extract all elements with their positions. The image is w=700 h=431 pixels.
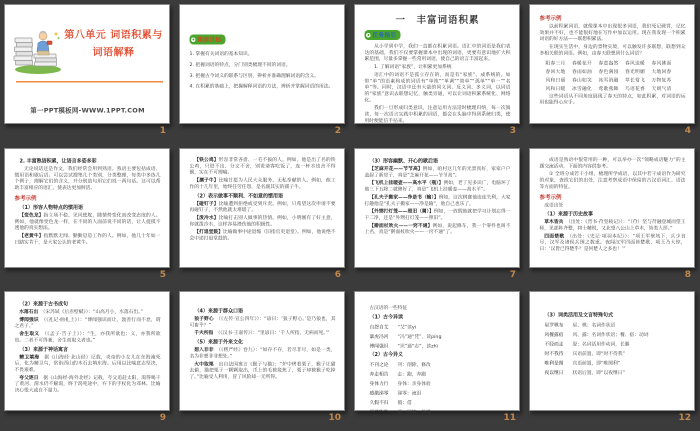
- term-name: 【孔夫子搬家——净是书（输）】: [369, 194, 439, 200]
- word-item: 春暖花开: [572, 60, 593, 66]
- word-grid-row: [546, 84, 686, 91]
- pair-definition: 走：跑，奔跑: [397, 371, 427, 378]
- term-name: 夸父逐日: [19, 375, 44, 381]
- pair-row: [370, 333, 511, 340]
- term-entry: 【打退堂鼓】比喻做事中途退缩（旧指官吏退堂）。例如，他说绝不会中途打退堂鼓的。: [189, 228, 336, 241]
- badge-circle-icon: [366, 33, 371, 38]
- cover-title: [64, 26, 163, 61]
- term-name: 【碰钉子】: [194, 200, 219, 206]
- pair-term: 暴虎冯河: [369, 334, 389, 340]
- term-name: 狼子野心: [194, 316, 219, 322]
- term-entry: 【飞机上挂暖壶——高水平（瓶）】例如，老丁见多识广，电脑坏了他三下五除二就修好了，真是“飞机上挂暖壶——高水平”。: [364, 179, 511, 192]
- pair-definition: 胫：名词活用作动词，长腿: [572, 341, 630, 348]
- word-item: 春雨如油: [572, 68, 593, 75]
- page-number-10: 10: [328, 413, 341, 424]
- slide-content-10: [180, 292, 345, 411]
- word-item: 天朗气清: [651, 85, 672, 92]
- red-heading: 参考示例: [539, 193, 562, 200]
- pair-row: [370, 389, 511, 396]
- pair-term: 感激涕零: [369, 390, 389, 397]
- pair-definition: 宾语前置，即“唯图利”: [572, 360, 621, 367]
- badge-row: [190, 34, 336, 47]
- pair-row: [545, 321, 686, 328]
- term-name: 【老黄牛】: [19, 232, 44, 239]
- paragraph: 以前积累词语，就像课本中出现很多词语，我们死记硬背，记忆效果并不好，也不能很好地在写作中加以运用。现在我发现一个积累词语的好方法——联想积累法。: [539, 23, 686, 42]
- word-item: 草长莺飞: [625, 77, 646, 83]
- pair-row: [370, 399, 511, 406]
- cover-title-line: 词语解释: [92, 46, 135, 58]
- term-name: 【泼冷水】: [194, 214, 219, 221]
- pair-row: [370, 323, 511, 330]
- badge-label: 任务指引: [372, 32, 397, 39]
- word-grid-row: [546, 67, 686, 74]
- slide-thumbnail-4[interactable]: [529, 4, 695, 124]
- word-item: 春意盎然: [598, 60, 619, 66]
- word-item: 莺歌燕舞: [598, 85, 619, 92]
- term-entry: 【泼冷水】比喻打击别人做事的热情。例如，小明刚有了好主意，你就泼冷水，这样容易挫伤他的积极性。: [189, 214, 336, 227]
- term-entry: 想入非非 （《楞严经》卷九）：“如存不存，若尽非尽，如是一类，名为非想非非想处。”: [189, 347, 336, 360]
- slide-thumbnail-1[interactable]: [4, 4, 170, 124]
- pair-definition: 风、露：名词作状语；餐、宿：动词: [572, 332, 649, 338]
- term-name: 【打退堂鼓】: [194, 228, 223, 235]
- slide-cell-1: [0, 0, 175, 144]
- term-entry: 【老黄牛】指默默无闻、勤勤恳恳工作的人。例如，他几十年如一日踏实肯干，是大家公认的老黄牛。: [14, 232, 161, 245]
- pair-row: [545, 340, 686, 347]
- objective-item: 3. 把握古今词义的联系与区别，辨析并准确理解词语的含义。: [189, 72, 320, 79]
- word-item: 冰雪融化: [572, 85, 593, 92]
- paragraph: 这些词语从不同角度展现了春天的特点，如此积累，对词语的运用也能得心应手。: [539, 93, 686, 106]
- pair-row: [370, 361, 511, 368]
- term-name: 【孺子牛】: [194, 177, 219, 183]
- slide-thumbnail-5[interactable]: [4, 148, 170, 268]
- pair-term: 博闻强识: [369, 343, 389, 350]
- term-entry: 【变色龙】指立场不稳、见风使舵，随情势变化而改变态度的人。例如，他就像变色龙一样，在不同的人面前说不同的话，让人捉摸不透他的真实想法。: [14, 212, 161, 231]
- term-entry: 草木皆兵 （出处：《晋书·苻坚载记》）：“（苻）坚与苻融登城而望王师，见部阵齐整，将士精锐，又北望八公山上草木，皆类人形。”: [539, 218, 686, 231]
- pair-row: [370, 342, 511, 349]
- term-name: 草木皆兵: [544, 218, 569, 225]
- section-heading: （2）来源于古书成句: [19, 301, 68, 308]
- term-name: 【擀面杖吹火——一窍不通】: [369, 222, 433, 229]
- term-entry: 【孺子牛】比喻甘愿为人民大众服务、无私奉献的人。例如，他工作的十几年里，始终任劳任怨，是名副其实的孺子牛。: [189, 177, 336, 190]
- slide-thumbnail-2[interactable]: [179, 4, 345, 124]
- slide-content-2: [180, 5, 345, 124]
- slide-cell-4: [525, 0, 700, 144]
- section-badge: [365, 30, 401, 40]
- cover-title-line: 第八单元 词语积累与: [64, 28, 163, 41]
- section-heading: （1）形容人物特点的惯用语: [19, 204, 83, 211]
- slide-content-12: [530, 292, 695, 411]
- slide-cell-2: [175, 0, 350, 144]
- spacer: [190, 12, 191, 34]
- slide-content-3: [355, 5, 520, 124]
- term-entry: 四面楚歌 （出处：《史记·项羽本纪》）：“项王军壁垓下，兵少食尽，汉军及诸侯兵围之数重。夜闻汉军四面皆楚歌，项王乃大惊，曰：‘汉皆已得楚乎？是何楚人之多也！’”: [539, 233, 686, 252]
- section-heading: （3）形容幽默、开心的歇后语: [369, 158, 438, 164]
- pair-row: [545, 331, 686, 338]
- term-entry: 【铁公鸡】形容非常吝啬、一毛不拔的人。例如，他是出了名的铁公鸡，只进不出、分文不舍，别说请客吃饭了，连一杯水也舍不得倒，实在不可理喻。: [189, 156, 336, 175]
- page-number-6: 6: [334, 269, 341, 280]
- term-entry: 狼子野心 （《左传·宣公四年》）：“谚曰：‘狼子野心。’是乃狼也，其可畜乎？”: [189, 316, 336, 329]
- term-entry: 【孔夫子搬家——净是书（输）】例如，这次棋赛他连连失利，大家打趣他是“孔夫子搬家——净是输”，他自己也乐了。: [364, 194, 511, 206]
- word-item: 春色满园: [598, 68, 619, 75]
- pair-term: 奔走相告: [369, 371, 389, 378]
- term-entry: 【外甥打灯笼——照旧（舅）】例如，一放假他就把学习计划忘得一干二净，还是“外甥打灯笼——照旧”。: [364, 208, 511, 221]
- word-item: 春风送暖: [625, 60, 646, 66]
- term-entry: 千夫所指 （《汉书·王嘉传》）：“里谚曰：‘千人所指，无病而死。’”: [194, 330, 330, 337]
- pair-definition: 假：借: [397, 400, 412, 406]
- word-item: 大地回春: [651, 68, 672, 75]
- red-heading: 参考示例: [14, 194, 37, 202]
- word-item: 鸟语花香: [625, 85, 646, 92]
- paragraph: 无论说话还是作文，我们经常会用到熟语。熟语主要包括成语、惯用语和歇后语。可以尝试搜集几个类别，分类整理，每类中多选几个例子，理解它们的含义，并分别造句用它们说一两句话。这可以帮助丰富相应的语汇，使表达更加鲜活。: [14, 165, 161, 191]
- word-item: 阳春三月: [545, 60, 566, 66]
- red-heading: 参考示例: [539, 15, 562, 22]
- page-number-5: 5: [159, 269, 166, 280]
- term-name: 水落石出: [19, 309, 44, 315]
- page-number-1: 1: [159, 126, 166, 136]
- paragraph: ① 全班分成若干小组，梳理所学成语，以其中若干成语作为研究的对象，查找它们的出处，注意考察成语中保留的古汉语词汇、语法等方面的特征。: [539, 170, 686, 190]
- term-name: 想入非非: [194, 347, 219, 353]
- section-heading: （3）词类活用及文言特殊句式: [544, 312, 613, 319]
- orange-divider: [16, 81, 163, 83]
- slide-thumbnail-7[interactable]: [354, 148, 520, 268]
- word-item: 春风拂面: [651, 60, 672, 66]
- term-name: 火中取栗: [194, 361, 219, 368]
- pair-definition: 状语后置，即“以夜继日”: [572, 370, 625, 376]
- pair-term: 夜以继日: [544, 370, 564, 376]
- term-entry: 博闻强识 （《礼记·曲礼上》）：“博闻强识而让，敦善行而不怠，谓之君子。”: [14, 317, 161, 330]
- term-name: 【芝麻开花——节节高】: [369, 165, 423, 172]
- section-heading: 2. 丰富熟语积累，让语言多姿多彩: [19, 158, 97, 164]
- word-item: 春光明媚: [625, 68, 646, 75]
- word-item: 风和日丽: [545, 77, 566, 83]
- slide-thumbnail-12[interactable]: [529, 291, 695, 411]
- pair-term: 唯利是图: [544, 360, 564, 367]
- slide-thumbnail-11[interactable]: [354, 291, 520, 416]
- term-entry: 夸父逐日 据《山海经·海外北经》记载，夸父追赶太阳，渴得喝干了黄河、渭水仍不解渴，终于渴死途中，弃下的手杖化为邓林。比喻决心很大或自不量力。: [14, 375, 161, 394]
- pair-row: [545, 350, 686, 357]
- pair-term: 不刊之论: [369, 362, 389, 368]
- slide-cell-12: [525, 287, 700, 431]
- paragraph: 成语是熟语中很常用的一种，可以举办一次“领略成语魅力”的主题交流活动，下面的内容供参考。: [539, 156, 686, 169]
- pair-term: 时不我待: [544, 351, 564, 357]
- slide-cell-6: [175, 144, 350, 288]
- slide-content-5: [5, 149, 170, 268]
- word-item: 春山如笑: [572, 77, 593, 83]
- pair-term: 身体力行: [369, 381, 389, 387]
- slide-cell-9: [0, 287, 175, 431]
- slide-cell-8: [525, 144, 700, 288]
- slide-content-1: [5, 5, 170, 124]
- badge-row: [365, 29, 511, 42]
- pair-row: [370, 370, 511, 377]
- pair-definition: 涕零：流泪: [397, 390, 422, 397]
- pair-term: 自怨自艾: [369, 324, 389, 331]
- term-name: 舍生取义: [19, 331, 45, 337]
- slide-content-8: [530, 149, 695, 268]
- term-entry: 【芝麻开花——节节高】例如，咱村这几年的光景真好，家家户户盖起了新房子，真是“芝麻开花——节节高”。: [364, 165, 511, 178]
- pair-row: [370, 408, 511, 415]
- pair-definition: 爱：同情，怜惜: [397, 409, 431, 416]
- pair-definition: “艾”读yì: [397, 324, 417, 331]
- word-item: 冰雪消融: [598, 77, 619, 83]
- pair-definition: “识”通“志”，读zhì: [397, 343, 438, 350]
- page-number-8: 8: [684, 269, 691, 280]
- term-entry: 【碰钉子】比喻遭到拒绝或受到斥责。例如，只希望这次申请不要再碰钉子，不然他就太难堪了。: [189, 200, 336, 213]
- page-number-11: 11: [503, 413, 516, 424]
- badge-label: 素养目标: [197, 36, 222, 43]
- slide-cell-3: [350, 0, 525, 144]
- slide-cell-5: [0, 144, 175, 288]
- slide-thumbnail-3[interactable]: [354, 4, 520, 124]
- page-number-9: 9: [159, 413, 166, 424]
- term-name: 【铁公鸡】: [194, 156, 219, 163]
- word-grid-row: [546, 59, 686, 66]
- slide-content-7: [355, 149, 520, 268]
- term-entry: 【擀面杖吹火——一窍不通】例如，说起修车，我一个零件也叫不上名，真是“擀面杖吹火——一窍不通”了。: [364, 222, 511, 235]
- page-number-2: 2: [334, 126, 341, 136]
- paragraph: 从小学到中学，我们一直都在积累词语。语汇中的词语是我们表达的基础，我们不仅要掌握课本中出现的词语，更要有意识地扩大积累范围，尽量多掌握一些常用词语，使自己的语言丰富起来。: [364, 43, 511, 62]
- slide-thumbnail-8[interactable]: [529, 148, 695, 268]
- pair-term: 风餐露宿: [544, 332, 564, 338]
- page-number-3: 3: [509, 126, 516, 136]
- term-name: 千夫所指: [194, 330, 219, 337]
- word-item: 风和日暖: [545, 85, 566, 92]
- section-heading: （1）来源于历史故事: [544, 211, 593, 217]
- text-line: 成语出处: [544, 201, 564, 208]
- section-heading: （2）表示做事不顺利、不如意的惯用语: [194, 192, 283, 199]
- slide-thumbnail-6[interactable]: [179, 148, 345, 268]
- spacer: [365, 299, 366, 304]
- pair-term: 不胫而走: [544, 341, 564, 348]
- term-name: 四面楚歌: [544, 233, 570, 239]
- pair-row: [545, 359, 686, 366]
- watermark-text: 第一PPT模板网-WWW.1PPT.COM: [30, 107, 145, 115]
- pair-term: 星罗棋布: [544, 322, 564, 329]
- term-entry: 水落石出 （宋苏轼《后赤壁赋》）：“山高月小，水落石出。”: [19, 309, 143, 315]
- slide-cell-10: [175, 287, 350, 431]
- pair-term: 爱莫能助: [369, 409, 389, 416]
- pair-row: [545, 369, 686, 376]
- word-item: 万物复苏: [651, 77, 672, 83]
- slide-title: 一 丰富词语积累: [395, 14, 480, 26]
- pair-definition: 星、棋：名词作状语: [572, 322, 616, 329]
- term-name: 博闻强识: [19, 317, 44, 323]
- slide-content-9: [5, 292, 170, 411]
- page-number-7: 7: [509, 269, 516, 280]
- pair-definition: 身体：亲身体验: [397, 381, 431, 387]
- word-grid-row: [546, 76, 686, 83]
- term-entry: 舍生取义 （《孟子·告子上》）：“生，亦我所欲也；义，亦我所欲也。二者不可得兼，舍生而取义者也。”: [14, 331, 161, 344]
- paragraph: 在现实生活中，身边的景物实境，可以触发许多联想，联想到众多相关联的词语。例如，由春天联想到什么词语？: [539, 44, 686, 56]
- badge-circle-icon: [191, 37, 196, 42]
- section-heading: （4）来源于群众口语: [194, 308, 243, 315]
- objective-item: 2. 把握词语的特点，分门别类梳理不同的词语。: [189, 61, 291, 68]
- objective-item: 4. 在积累的基础上，把握解释词语的方法，辨析并掌握词语的用法。: [189, 83, 334, 90]
- section-badge: [190, 35, 226, 45]
- term-name: 【变色龙】: [19, 212, 44, 218]
- pair-term: 久假不归: [369, 400, 389, 406]
- pair-definition: 刊：削除，修改: [397, 362, 431, 368]
- page-number-4: 4: [684, 126, 691, 136]
- slide-thumbnail-9[interactable]: [4, 291, 170, 411]
- term-name: 精卫填海: [19, 354, 45, 361]
- spacer: [190, 299, 191, 306]
- pair-definition: 宾语前置，即“时不待我”: [572, 351, 625, 357]
- slide-thumbnail-10[interactable]: [179, 291, 345, 411]
- section-heading: （2）古今异义: [369, 352, 403, 358]
- paragraph: 1. 了解词语“家族”，让积累更加系统: [374, 64, 452, 70]
- paragraph: 我们一旦形成归类意识，注意运用方法适时梳理归纳，每一次阅读、每一次语言实践中积累的词语，都会在头脑中得到系统归类，使用时便能信手拈来。: [364, 105, 511, 124]
- word-item: 春回大地: [545, 68, 566, 75]
- page-number-12: 12: [678, 413, 691, 424]
- term-entry: 精卫填海 据《山海经·北山经》记载，炎帝的小女儿在东海淹死后，化为精卫鸟，常衔西山的木石去填东海。后用以比喻意志坚决，不畏艰难。: [14, 354, 161, 373]
- section-heading: （1）古今异读: [369, 314, 403, 321]
- pair-definition: “冯”通“凭”，读píng: [397, 334, 442, 340]
- text-line: 古汉语的一些特征: [369, 305, 408, 311]
- slide-content-6: [180, 149, 345, 268]
- slide-cell-11: [350, 287, 525, 431]
- term-name: 【外甥打灯笼——照旧（舅）】: [369, 208, 434, 214]
- slide-cell-7: [350, 144, 525, 288]
- word-grid: [546, 59, 686, 92]
- section-heading: （5）来源于外来文化: [194, 339, 243, 346]
- objective-item: 1. 掌握有关词语的基本知识。: [189, 51, 253, 57]
- paragraph: 语汇中的词语不是孤立存在的，而是有“家族”、成系统的。如带“单”的语素构成的词语有“单纯”“单调”“简单”“孤单”“单一”“名单”等。同时，汉语中还有大量的同义词、反义词、多义词，以词语的“家族”意识去联想记忆，触类旁通，可以让词语积累系统化、网络化。: [364, 71, 511, 103]
- reading-person-illustration: [12, 23, 64, 77]
- term-name: 【飞机上挂暖壶——高水平（瓶）】: [369, 179, 444, 186]
- slide-content-4: [530, 5, 695, 124]
- term-entry: 火中取栗 出自法国寓言《猴子与猫》：“炉中烤着栗子，猴子让猫去偷，猫把栗子一颗颗取出，爪上的毛被烧焦了，栗子却被猴子吃掉了。”比喻受人利用，冒了风险却一无所得。: [189, 361, 336, 380]
- spacer: [540, 299, 541, 310]
- section-heading: （3）来源于神话寓言: [19, 347, 68, 353]
- pair-row: [370, 380, 511, 387]
- slide-content-11: [355, 292, 520, 416]
